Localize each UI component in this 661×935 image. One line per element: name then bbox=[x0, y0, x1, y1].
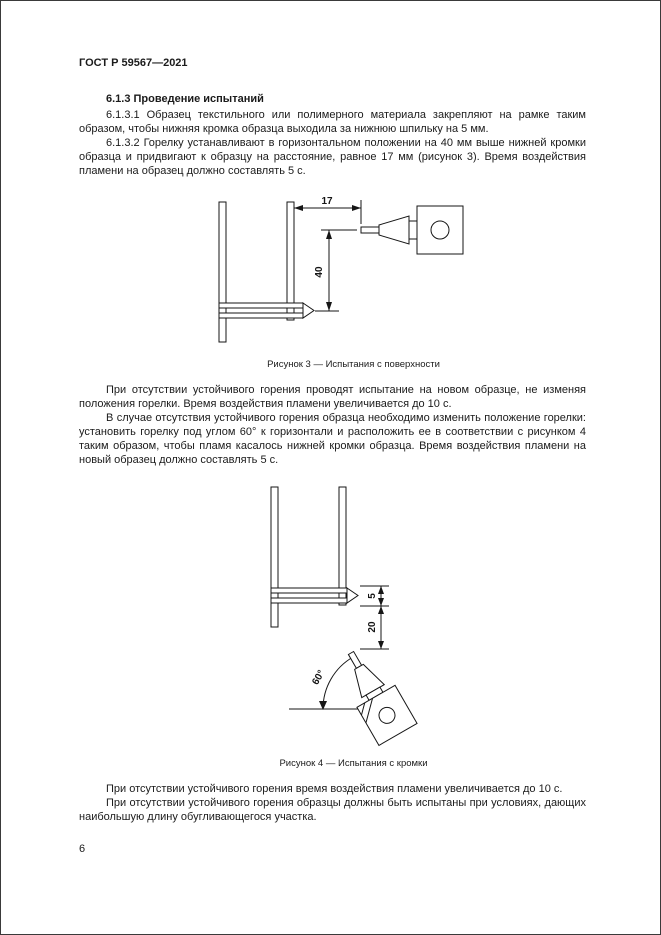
fig4-burner-nozzle bbox=[348, 651, 361, 668]
doc-number: ГОСТ Р 59567—2021 bbox=[79, 57, 188, 69]
fig3-burner-nozzle bbox=[361, 227, 379, 233]
fig3-pin-tip bbox=[303, 303, 314, 318]
paragraph-6132: 6.1.3.2 Горелку устанавливают в горизонтальном положении на 40 мм выше нижней кромки образца и придвигают к образцу на расстояние, равное 17 мм (рисунок 3). Время воздействия пламени на образец должно составлять 5 с. bbox=[79, 136, 586, 177]
fig3-left-rail bbox=[219, 202, 226, 342]
page-content bbox=[79, 57, 586, 825]
fig3-right-rail bbox=[287, 202, 294, 320]
fig4-burner bbox=[332, 642, 417, 745]
fig3-dim-17-label: 17 bbox=[321, 195, 333, 207]
fig4-crossbar-bottom bbox=[271, 598, 347, 603]
fig4-dim-5-label: 5 bbox=[367, 592, 378, 599]
fig4-dim-20-label: 20 bbox=[367, 621, 378, 633]
fig3-burner bbox=[361, 206, 463, 254]
paragraph-time-10s: При отсутствии устойчивого горения время воздействия пламени увеличивается до 10 с. bbox=[106, 782, 563, 795]
figure4-caption: Рисунок 4 — Испытания с кромки bbox=[279, 757, 428, 769]
paragraph-angle-60: В случае отсутствия устойчивого горения образца необходимо изменить положение горелки: установить горелку под углом 60° к горизонтали и расположить ее в соответствии с рисунком 4 таким образом, чтобы пламя касалось нижней кромки образца. Время воздействия пламени на новый образец должно составлять 5 с. bbox=[79, 411, 586, 466]
fig4-pin-tip bbox=[347, 588, 358, 603]
fig3-burner-hole bbox=[431, 221, 449, 239]
fig4-crossbar-top bbox=[271, 588, 347, 593]
figure4 bbox=[79, 479, 586, 769]
paragraph-char-length: При отсутствии устойчивого горения образцы должны быть испытаны при условиях, дающих наибольшую длину обугливающегося участка. bbox=[79, 796, 586, 823]
fig3-dim-40-label: 40 bbox=[314, 266, 325, 278]
fig3-crossbar-top bbox=[219, 303, 303, 308]
paragraph-6131: 6.1.3.1 Образец текстильного или полимерного материала закрепляют на рамке таким образом, чтобы нижняя кромка образца выходила за нижнюю шпильку на 5 мм. bbox=[79, 108, 586, 135]
fig4-left-rail bbox=[271, 487, 278, 627]
fig3-burner-cone bbox=[379, 216, 409, 244]
fig3-crossbar-bottom bbox=[219, 313, 303, 318]
section-heading: 6.1.3 Проведение испытаний bbox=[106, 93, 264, 105]
paragraph-new-sample: При отсутствии устойчивого горения проводят испытание на новом образце, не изменяя положения горелки. Время воздействия пламени увеличивается до 10 с. bbox=[79, 383, 586, 410]
fig4-right-rail bbox=[339, 487, 346, 605]
fig4-angle-label: 60° bbox=[310, 668, 328, 687]
figure3 bbox=[79, 192, 586, 370]
figure3-caption: Рисунок 3 — Испытания с поверхности bbox=[267, 358, 440, 370]
fig3-dim-arrows bbox=[294, 205, 361, 311]
figure3-drawing bbox=[171, 192, 481, 352]
figure4-drawing bbox=[231, 479, 441, 751]
page-number: 6 bbox=[79, 843, 86, 855]
fig3-burner-neck bbox=[409, 221, 417, 239]
